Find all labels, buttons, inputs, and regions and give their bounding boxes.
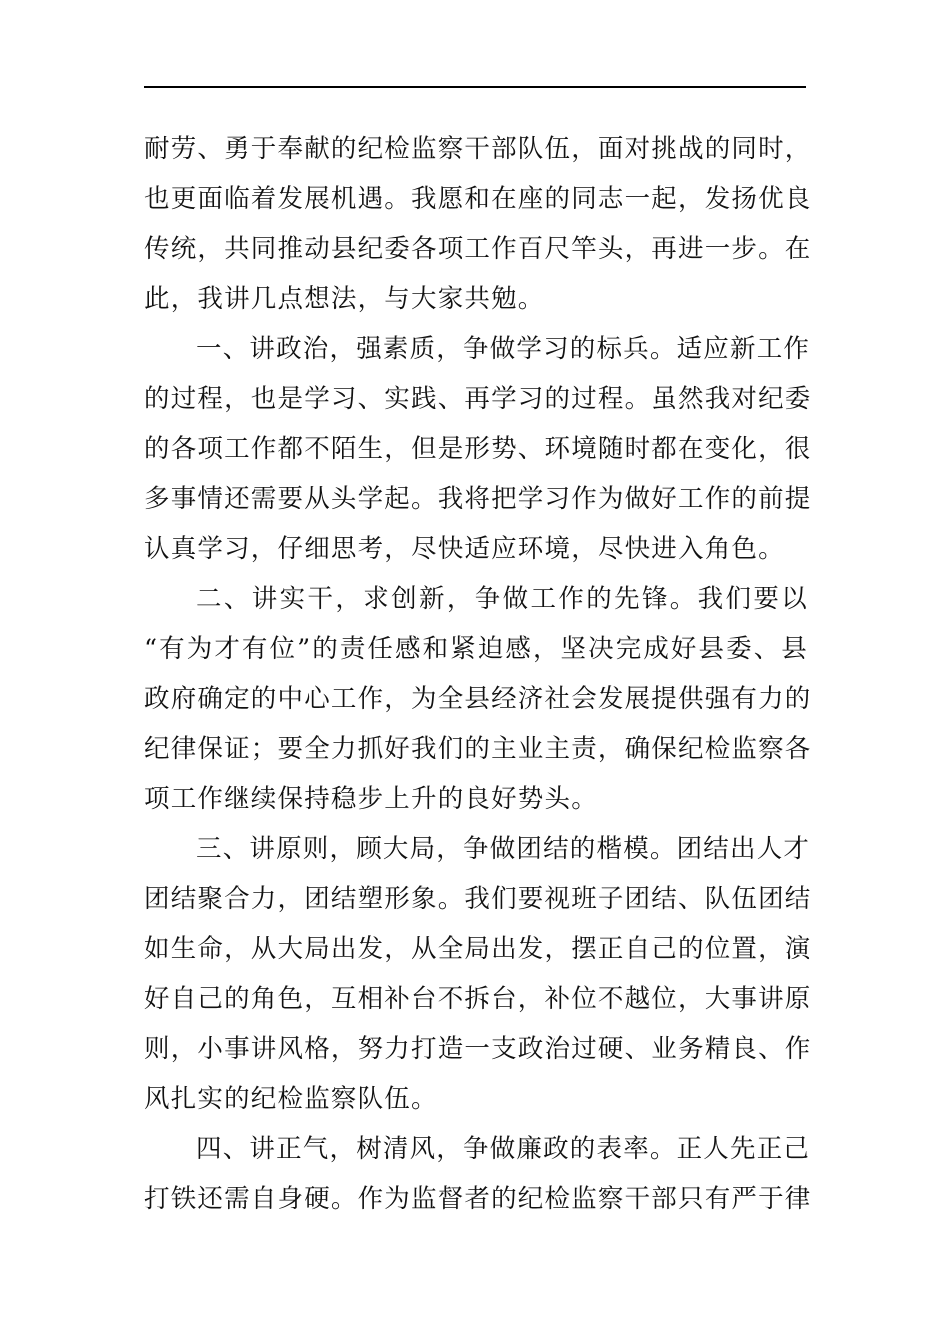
text-line: 打铁还需自身硬。作为监督者的纪检监察干部只有严于律: [144, 1184, 812, 1214]
text-line: 好自己的角色，互相补台不拆台，补位不越位，大事讲原: [144, 984, 812, 1014]
text-line: “有为才有位”的责任感和紧迫感，坚决完成好县委、县: [144, 634, 808, 664]
paragraph-heading-3: 三、讲原则，顾大局，争做团结的楷模。团结出人才: [196, 834, 811, 864]
paragraph-heading-2: 二、讲实干，求创新，争做工作的先锋。我们要以: [196, 584, 808, 614]
text-line: 团结聚合力，团结塑形象。我们要视班子团结、队伍团结: [144, 884, 812, 914]
text-line: 认真学习，仔细思考，尽快适应环境，尽快进入角色。: [144, 534, 785, 564]
text-line: 政府确定的中心工作，为全县经济社会发展提供强有力的: [144, 684, 812, 714]
document-body: [144, 124, 812, 1224]
text-line: 风扎实的纪检监察队伍。: [144, 1084, 438, 1114]
paragraph-heading-1: 一、讲政治，强素质，争做学习的标兵。适应新工作: [196, 334, 811, 364]
paragraph-heading-4: 四、讲正气，树清风，争做廉政的表率。正人先正己: [196, 1134, 811, 1164]
header-rule: [144, 86, 806, 88]
text-line: 纪律保证；要全力抓好我们的主业主责，确保纪检监察各: [144, 734, 812, 764]
text-line: 的各项工作都不陌生，但是形势、环境随时都在变化，很: [144, 434, 812, 464]
text-line: 则，小事讲风格，努力打造一支政治过硬、业务精良、作: [144, 1034, 812, 1064]
text-line: 项工作继续保持稳步上升的良好势头。: [144, 784, 598, 814]
text-line: 此，我讲几点想法，与大家共勉。: [144, 284, 545, 314]
text-line: 也更面临着发展机遇。我愿和在座的同志一起，发扬优良: [144, 184, 812, 214]
text-line: 耐劳、勇于奉献的纪检监察干部队伍，面对挑战的同时，: [144, 134, 812, 164]
text-line: 多事情还需要从头学起。我将把学习作为做好工作的前提: [144, 484, 812, 514]
text-line: 的过程，也是学习、实践、再学习的过程。虽然我对纪委: [144, 384, 812, 414]
text-line: 如生命，从大局出发，从全局出发，摆正自己的位置，演: [144, 934, 812, 964]
text-line: 传统，共同推动县纪委各项工作百尺竿头，再进一步。在: [144, 234, 812, 264]
